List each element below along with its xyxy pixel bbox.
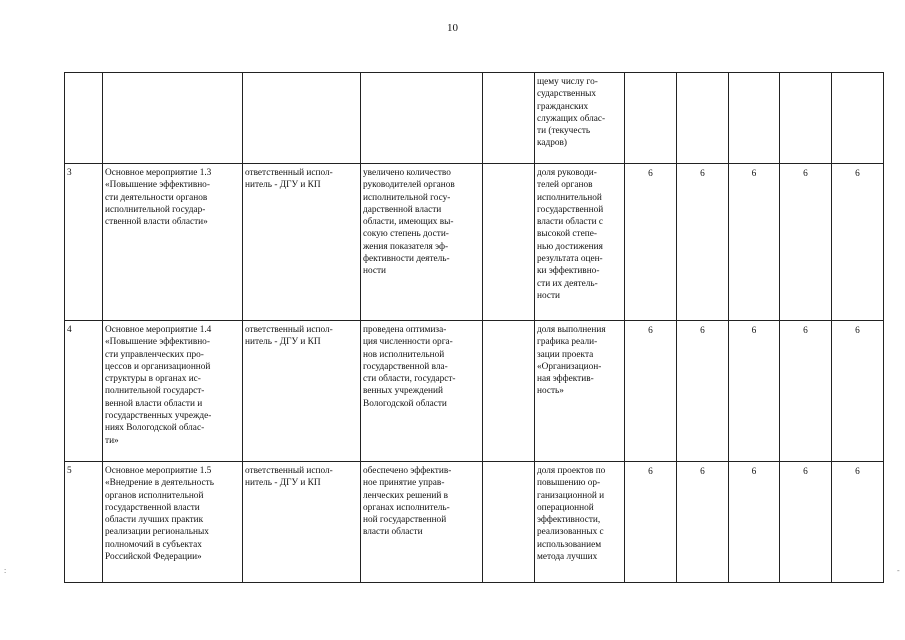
value-cell: 6: [729, 164, 780, 321]
event-name-cell: [103, 73, 243, 164]
row-number-cell: 5: [65, 462, 103, 583]
page-number: 10: [447, 22, 458, 34]
table-row: [65, 462, 884, 583]
table-row: [65, 73, 884, 164]
indicator-cell: доля руководи- телей органов исполнительной государственной власти области с высокой степе- нью достижения результата оцен- ки эффективно- сти их деятель- ности: [535, 164, 625, 321]
empty-cell: [483, 164, 535, 321]
value-cell: 6: [677, 164, 729, 321]
value-cell: [677, 73, 729, 164]
value-cell: 6: [625, 164, 677, 321]
value-cell: 6: [832, 462, 884, 583]
table-row: [65, 321, 884, 462]
empty-cell: [483, 321, 535, 462]
row-number-cell: 3: [65, 164, 103, 321]
value-cell: 6: [625, 321, 677, 462]
empty-cell: [483, 73, 535, 164]
scan-edge-mark: -: [897, 566, 900, 575]
value-cell: [625, 73, 677, 164]
row-number-cell: [65, 73, 103, 164]
value-cell: 6: [832, 164, 884, 321]
responsible-cell: ответственный испол- нитель - ДГУ и КП: [243, 321, 361, 462]
event-name-cell: Основное мероприятие 1.3 «Повышение эффективно- сти деятельности органов исполнительной государ- ственной власти области»: [103, 164, 243, 321]
row-number-cell: 4: [65, 321, 103, 462]
value-cell: 6: [677, 462, 729, 583]
value-cell: [780, 73, 832, 164]
expected-result-cell: увеличено количество руководителей органов исполнительной госу- дарственной власти области, имеющих вы- сокую степень дости- жения показателя эф- фективности деятель- ности: [361, 164, 483, 321]
expected-result-cell: обеспечено эффектив- ное принятие управ- ленческих решений в органах исполнитель- ной государственной власти области: [361, 462, 483, 583]
empty-cell: [483, 462, 535, 583]
responsible-cell: [243, 73, 361, 164]
expected-result-cell: проведена оптимиза- ция численности орга- нов исполнительной государственной вла- сти области, государст- венных учреждений Вологодской области: [361, 321, 483, 462]
value-cell: 6: [677, 321, 729, 462]
indicator-cell: щему числу го- сударственных гражданских служащих облас- ти (текучесть кадров): [535, 73, 625, 164]
value-cell: 6: [832, 321, 884, 462]
value-cell: [729, 73, 780, 164]
scan-edge-mark: :: [4, 566, 7, 575]
indicator-cell: доля выполнения графика реали- зации проекта «Организацион- ная эффектив- ность»: [535, 321, 625, 462]
expected-result-cell: [361, 73, 483, 164]
event-name-cell: Основное мероприятие 1.4 «Повышение эффективно- сти управленческих про- цессов и организационной структуры в органах ис- полнительной государст- венной власти области и государственных учрежде- ниях Вологодской облас- ти»: [103, 321, 243, 462]
value-cell: 6: [729, 321, 780, 462]
table-row: [65, 164, 884, 321]
value-cell: 6: [625, 462, 677, 583]
program-events-table: [64, 72, 884, 583]
event-name-cell: Основное мероприятие 1.5 «Внедрение в деятельность органов исполнительной государственной власти области лучших практик реализации региональных полномочий в субъектах Российской Федерации»: [103, 462, 243, 583]
responsible-cell: ответственный испол- нитель - ДГУ и КП: [243, 164, 361, 321]
responsible-cell: ответственный испол- нитель - ДГУ и КП: [243, 462, 361, 583]
value-cell: 6: [729, 462, 780, 583]
value-cell: 6: [780, 462, 832, 583]
value-cell: [832, 73, 884, 164]
indicator-cell: доля проектов по повышению ор- ганизационной и операционной эффективности, реализованных с использованием метода лучших: [535, 462, 625, 583]
value-cell: 6: [780, 164, 832, 321]
value-cell: 6: [780, 321, 832, 462]
